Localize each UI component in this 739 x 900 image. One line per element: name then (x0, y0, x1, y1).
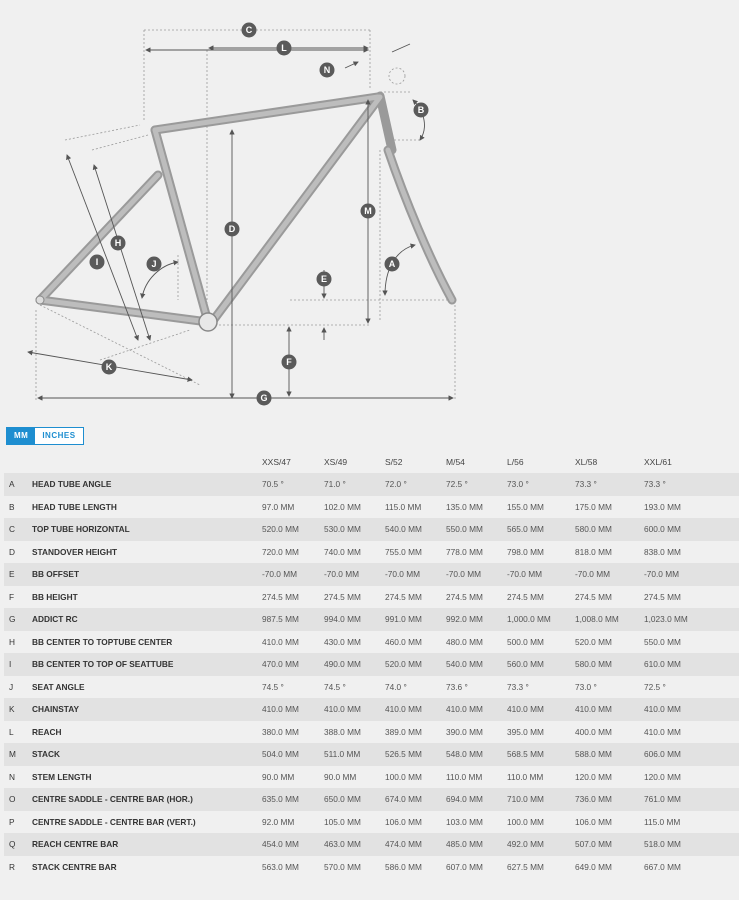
row-code: G (9, 614, 16, 624)
table-row (4, 698, 739, 721)
row-value: 395.0 MM (507, 726, 544, 737)
row-value: 1,023.0 MM (644, 614, 688, 624)
row-value: 73.0 ° (575, 681, 597, 692)
row-value: -70.0 MM (446, 569, 482, 579)
table-row (4, 811, 739, 834)
row-value: 492.0 MM (507, 839, 544, 849)
row-value: 710.0 MM (507, 794, 544, 804)
row-value: -70.0 MM (507, 569, 543, 579)
row-code: I (9, 659, 12, 669)
svg-text:J: J (151, 259, 157, 270)
row-value: 115.0 MM (385, 501, 422, 512)
marker-n (320, 63, 335, 78)
row-value: 105.0 MM (324, 816, 361, 827)
row-value: 490.0 MM (324, 659, 361, 669)
marker-e (317, 272, 332, 287)
row-label: REACH CENTRE BAR (32, 839, 119, 849)
row-value: 586.0 MM (385, 861, 422, 872)
row-value: 274.5 MM (644, 591, 681, 602)
row-code: D (9, 546, 15, 557)
row-label: STEM LENGTH (32, 771, 92, 782)
row-value: 520.0 MM (262, 524, 299, 534)
row-value: 607.0 MM (446, 861, 483, 872)
geometry-table (4, 453, 739, 878)
row-value: 410.0 MM (507, 704, 544, 714)
row-value: -70.0 MM (575, 569, 611, 579)
row-value: 410.0 MM (644, 726, 681, 737)
unit-mm-button[interactable]: MM (7, 428, 35, 444)
table-row (4, 473, 739, 496)
marker-j (147, 257, 162, 272)
row-value: 410.0 MM (262, 636, 299, 647)
row-value: 740.0 MM (324, 546, 361, 557)
marker-d (225, 222, 240, 237)
row-value: 480.0 MM (446, 636, 483, 647)
row-value: -70.0 MM (262, 569, 298, 579)
row-code: M (9, 749, 16, 759)
row-value: 736.0 MM (575, 794, 612, 804)
row-code: J (9, 681, 14, 692)
table-row (4, 653, 739, 676)
row-value: 74.5 ° (324, 681, 346, 692)
size-header: XL/58 (575, 457, 598, 467)
row-code: L (9, 726, 14, 737)
row-value: 92.0 MM (262, 816, 295, 827)
row-value: 97.0 MM (262, 501, 295, 512)
row-value: 454.0 MM (262, 839, 299, 849)
table-row (4, 586, 739, 609)
row-value: 410.0 MM (385, 704, 422, 714)
row-value: 548.0 MM (446, 749, 483, 759)
marker-k (102, 360, 117, 375)
table-row (4, 833, 739, 856)
row-value: 991.0 MM (385, 614, 422, 624)
row-value: 838.0 MM (644, 546, 681, 557)
row-value: 274.5 MM (262, 591, 299, 602)
row-value: 410.0 MM (446, 704, 483, 714)
row-value: 470.0 MM (262, 659, 299, 669)
row-value: 694.0 MM (446, 794, 483, 804)
row-value: 560.0 MM (507, 659, 544, 669)
table-row (4, 743, 739, 766)
size-header: S/52 (385, 457, 403, 467)
row-label: HEAD TUBE ANGLE (32, 479, 112, 489)
row-value: 460.0 MM (385, 636, 422, 647)
svg-text:K: K (105, 362, 113, 373)
row-value: 550.0 MM (446, 524, 483, 534)
row-value: 274.5 MM (385, 591, 422, 602)
row-value: 380.0 MM (262, 726, 299, 737)
row-label: STACK (32, 749, 60, 759)
row-value: -70.0 MM (324, 569, 360, 579)
row-value: 520.0 MM (575, 636, 612, 647)
row-value: 73.3 ° (507, 681, 529, 692)
size-header: XS/49 (324, 457, 348, 467)
bike-frame (36, 96, 452, 331)
marker-m (361, 204, 376, 219)
svg-text:N: N (323, 65, 331, 76)
table-row (4, 631, 739, 654)
svg-text:L: L (281, 43, 287, 54)
marker-f (282, 355, 297, 370)
size-header: XXL/61 (644, 457, 672, 467)
size-header: M/54 (446, 457, 465, 467)
row-value: 71.0 ° (324, 479, 346, 489)
svg-text:F: F (286, 357, 292, 368)
dimension-markers (90, 23, 429, 406)
row-value: 570.0 MM (324, 861, 361, 872)
row-value: 1,000.0 MM (507, 614, 551, 624)
row-value: 72.5 ° (644, 681, 666, 692)
row-label: BB CENTER TO TOPTUBE CENTER (32, 636, 173, 647)
row-value: 274.5 MM (446, 591, 483, 602)
row-value: 73.6 ° (446, 681, 468, 692)
row-value: 580.0 MM (575, 524, 612, 534)
row-value: 511.0 MM (324, 749, 361, 759)
row-value: 1,008.0 MM (575, 614, 619, 624)
row-value: 649.0 MM (575, 861, 612, 872)
row-label: BB CENTER TO TOP OF SEATTUBE (32, 659, 174, 669)
row-value: 73.3 ° (644, 479, 666, 489)
row-value: 568.5 MM (507, 749, 544, 759)
marker-a (385, 257, 400, 272)
row-value: 550.0 MM (644, 636, 681, 647)
row-value: 650.0 MM (324, 794, 361, 804)
row-value: 720.0 MM (262, 546, 299, 557)
table-row (4, 563, 739, 586)
row-value: 90.0 MM (262, 771, 295, 782)
row-value: -70.0 MM (385, 569, 421, 579)
row-label: CENTRE SADDLE - CENTRE BAR (VERT.) (32, 816, 196, 827)
row-value: 110.0 MM (507, 771, 544, 782)
row-value: 120.0 MM (575, 771, 612, 782)
row-code: A (9, 479, 15, 489)
row-value: 520.0 MM (385, 659, 422, 669)
unit-inches-button[interactable]: INCHES (42, 431, 76, 440)
row-value: 674.0 MM (385, 794, 422, 804)
row-value: 274.5 MM (324, 591, 361, 602)
row-value: 70.5 ° (262, 479, 284, 489)
row-value: 563.0 MM (262, 861, 299, 872)
row-value: 106.0 MM (385, 816, 422, 827)
row-value: -70.0 MM (644, 569, 680, 579)
svg-text:E: E (320, 274, 328, 285)
svg-text:C: C (245, 25, 253, 36)
marker-h (111, 236, 126, 251)
row-code: O (9, 794, 16, 804)
marker-l (277, 41, 292, 56)
row-value: 274.5 MM (507, 591, 544, 602)
row-value: 73.3 ° (575, 479, 597, 489)
row-value: 175.0 MM (575, 501, 612, 512)
unit-toggle (6, 427, 84, 445)
row-code: K (9, 704, 15, 714)
row-value: 507.0 MM (575, 839, 612, 849)
row-value: 992.0 MM (446, 614, 483, 624)
row-value: 400.0 MM (575, 726, 612, 737)
frame-geometry-diagram (0, 0, 739, 415)
row-label: REACH (32, 726, 62, 737)
row-value: 73.0 ° (507, 479, 529, 489)
row-value: 540.0 MM (446, 659, 483, 669)
row-value: 518.0 MM (644, 839, 681, 849)
row-value: 474.0 MM (385, 839, 422, 849)
row-code: E (9, 569, 15, 579)
row-value: 600.0 MM (644, 524, 681, 534)
row-value: 193.0 MM (644, 501, 681, 512)
row-label: BB HEIGHT (32, 591, 78, 602)
row-value: 90.0 MM (324, 771, 357, 782)
svg-text:B: B (417, 105, 425, 116)
row-label: STACK CENTRE BAR (32, 861, 117, 872)
row-value: 115.0 MM (644, 816, 681, 827)
size-header-row (4, 453, 739, 473)
row-value: 580.0 MM (575, 659, 612, 669)
row-value: 74.5 ° (262, 681, 284, 692)
row-value: 106.0 MM (575, 816, 612, 827)
row-label: CENTRE SADDLE - CENTRE BAR (HOR.) (32, 794, 193, 804)
svg-text:G: G (260, 393, 268, 404)
marker-g (257, 391, 272, 406)
row-value: 588.0 MM (575, 749, 612, 759)
dimension-guides (36, 30, 455, 400)
table-row (4, 766, 739, 789)
row-value: 389.0 MM (385, 726, 422, 737)
row-value: 155.0 MM (507, 501, 544, 512)
row-value: 994.0 MM (324, 614, 361, 624)
row-value: 100.0 MM (507, 816, 544, 827)
row-code: H (9, 636, 15, 647)
table-row (4, 788, 739, 811)
row-value: 102.0 MM (324, 501, 361, 512)
row-value: 410.0 MM (324, 704, 361, 714)
row-value: 388.0 MM (324, 726, 361, 737)
marker-i (90, 255, 105, 270)
table-row (4, 518, 739, 541)
row-value: 635.0 MM (262, 794, 299, 804)
row-label: STANDOVER HEIGHT (32, 546, 118, 557)
table-row (4, 676, 739, 699)
size-header: L/56 (507, 457, 524, 467)
row-value: 540.0 MM (385, 524, 422, 534)
table-row (4, 496, 739, 519)
row-value: 761.0 MM (644, 794, 681, 804)
row-value: 410.0 MM (644, 704, 681, 714)
table-row (4, 721, 739, 744)
row-label: SEAT ANGLE (32, 681, 85, 692)
row-code: F (9, 591, 15, 602)
svg-text:I: I (95, 257, 99, 268)
table-row (4, 608, 739, 631)
row-value: 565.0 MM (507, 524, 544, 534)
row-value: 818.0 MM (575, 546, 612, 557)
row-value: 110.0 MM (446, 771, 483, 782)
row-label: CHAINSTAY (32, 704, 80, 714)
svg-text:M: M (364, 206, 372, 217)
geometry-rows (4, 473, 739, 878)
row-code: B (9, 501, 15, 512)
row-value: 627.5 MM (507, 861, 544, 872)
row-value: 987.5 MM (262, 614, 299, 624)
row-value: 526.5 MM (385, 749, 422, 759)
row-value: 410.0 MM (575, 704, 612, 714)
row-value: 74.0 ° (385, 681, 407, 692)
row-value: 485.0 MM (446, 839, 483, 849)
row-value: 274.5 MM (575, 591, 612, 602)
row-value: 755.0 MM (385, 546, 422, 557)
row-value: 778.0 MM (446, 546, 483, 557)
svg-text:H: H (114, 238, 122, 249)
row-value: 410.0 MM (262, 704, 299, 714)
row-code: R (9, 861, 15, 872)
row-value: 72.5 ° (446, 479, 468, 489)
row-value: 72.0 ° (385, 479, 407, 489)
row-value: 430.0 MM (324, 636, 361, 647)
row-value: 120.0 MM (644, 771, 681, 782)
row-label: BB OFFSET (32, 569, 80, 579)
size-header: XXS/47 (262, 457, 291, 467)
row-value: 100.0 MM (385, 771, 422, 782)
row-value: 135.0 MM (446, 501, 483, 512)
row-code: P (9, 816, 15, 827)
svg-text:D: D (228, 224, 236, 235)
row-value: 610.0 MM (644, 659, 681, 669)
row-code: N (9, 771, 15, 782)
dimension-lines (28, 44, 453, 398)
row-value: 667.0 MM (644, 861, 681, 872)
row-value: 390.0 MM (446, 726, 483, 737)
row-label: TOP TUBE HORIZONTAL (32, 524, 130, 534)
table-row (4, 541, 739, 564)
marker-b (414, 103, 429, 118)
svg-text:A: A (388, 259, 396, 270)
marker-c (242, 23, 257, 38)
row-label: HEAD TUBE LENGTH (32, 501, 117, 512)
row-label: ADDICT RC (32, 614, 78, 624)
row-value: 530.0 MM (324, 524, 361, 534)
row-code: C (9, 524, 15, 534)
row-value: 798.0 MM (507, 546, 544, 557)
table-row (4, 856, 739, 879)
row-value: 606.0 MM (644, 749, 681, 759)
row-value: 500.0 MM (507, 636, 544, 647)
row-code: Q (9, 839, 16, 849)
row-value: 463.0 MM (324, 839, 361, 849)
row-value: 103.0 MM (446, 816, 483, 827)
row-value: 504.0 MM (262, 749, 299, 759)
